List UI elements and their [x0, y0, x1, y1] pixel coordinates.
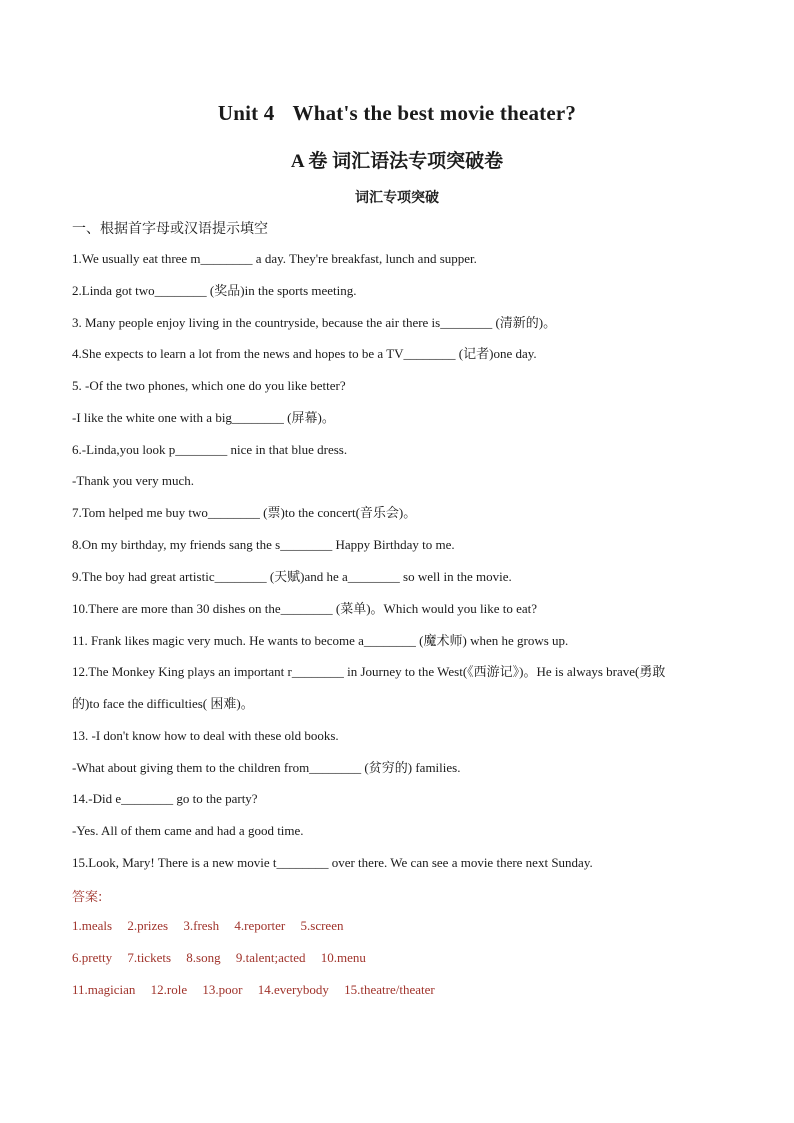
answer-item: 9.talent;acted — [235, 950, 306, 965]
question-line: 2.Linda got two________ (奖品)in the sports meeting. — [72, 283, 357, 298]
question-line: 7.Tom helped me buy two________ (票)to the concert(音乐会)。 — [72, 505, 417, 520]
answer-item: 3.fresh — [183, 918, 220, 933]
answer-item: 8.song — [186, 950, 221, 965]
question-line: 15.Look, Mary! There is a new movie t________ over there. We can see a movie there next Sunday. — [72, 855, 593, 870]
question-line: 9.The boy had great artistic________ (天赋)and he a________ so well in the movie. — [72, 569, 512, 584]
question-line: -Yes. All of them came and had a good time. — [72, 823, 304, 838]
question-line: 11. Frank likes magic very much. He wants to become a________ (魔术师) when he grows up. — [72, 633, 569, 648]
question-line: 13. -I don't know how to deal with these old books. — [72, 728, 339, 743]
answer-item: 14.everybody — [257, 982, 329, 997]
unit-question: What's the best movie theater? — [292, 101, 577, 125]
answer-item: 1.meals — [72, 918, 113, 933]
answer-item: 15.theatre/theater — [344, 982, 435, 997]
answer-item: 10.menu — [320, 950, 366, 965]
question-line: 10.There are more than 30 dishes on the________ (菜单)。Which would you like to eat? — [72, 601, 537, 616]
question-line: 5. -Of the two phones, which one do you like better? — [72, 378, 346, 393]
question-line: 1.We usually eat three m________ a day. They're breakfast, lunch and supper. — [72, 251, 477, 266]
question-line: 14.-Did e________ go to the party? — [72, 791, 258, 806]
page-title — [0, 101, 794, 126]
question-line: -Thank you very much. — [72, 473, 195, 488]
unit-label: Unit 4 — [217, 101, 275, 125]
question-line: 3. Many people enjoy living in the countryside, because the air there is________ (清新的)。 — [72, 315, 557, 330]
question-line: 4.She expects to learn a lot from the news and hopes to be a TV________ (记者)one day. — [72, 346, 537, 361]
answer-item: 7.tickets — [127, 950, 172, 965]
exercise-instruction: 一、根据首字母或汉语提示填空 — [72, 221, 268, 237]
page-subtitle: A 卷 词汇语法专项突破卷 — [290, 151, 504, 172]
question-line: -What about giving them to the children from________ (贫穷的) families. — [72, 760, 461, 775]
answer-item: 12.role — [150, 982, 188, 997]
answer-item: 13.poor — [202, 982, 243, 997]
answer-item: 5.screen — [300, 918, 344, 933]
answer-item: 2.prizes — [127, 918, 169, 933]
answer-item: 11.magician — [72, 982, 136, 997]
answer-row — [72, 918, 355, 934]
answer-label: 答案: — [72, 890, 103, 905]
answer-row — [72, 982, 447, 998]
answer-row — [72, 950, 378, 966]
question-line: 6.-Linda,you look p________ nice in that blue dress. — [72, 442, 348, 457]
question-line: -I like the white one with a big________ (屏幕)。 — [72, 410, 335, 425]
question-line: 8.On my birthday, my friends sang the s________ Happy Birthday to me. — [72, 537, 455, 552]
answer-item: 4.reporter — [234, 918, 286, 933]
section-title: 词汇专项突破 — [355, 190, 439, 206]
answer-item: 6.pretty — [72, 950, 113, 965]
question-line: 的)to face the difficulties( 困难)。 — [72, 696, 254, 711]
question-line: 12.The Monkey King plays an important r________ in Journey to the West(《西游记》)。He is always brave(勇敢 — [72, 664, 666, 679]
